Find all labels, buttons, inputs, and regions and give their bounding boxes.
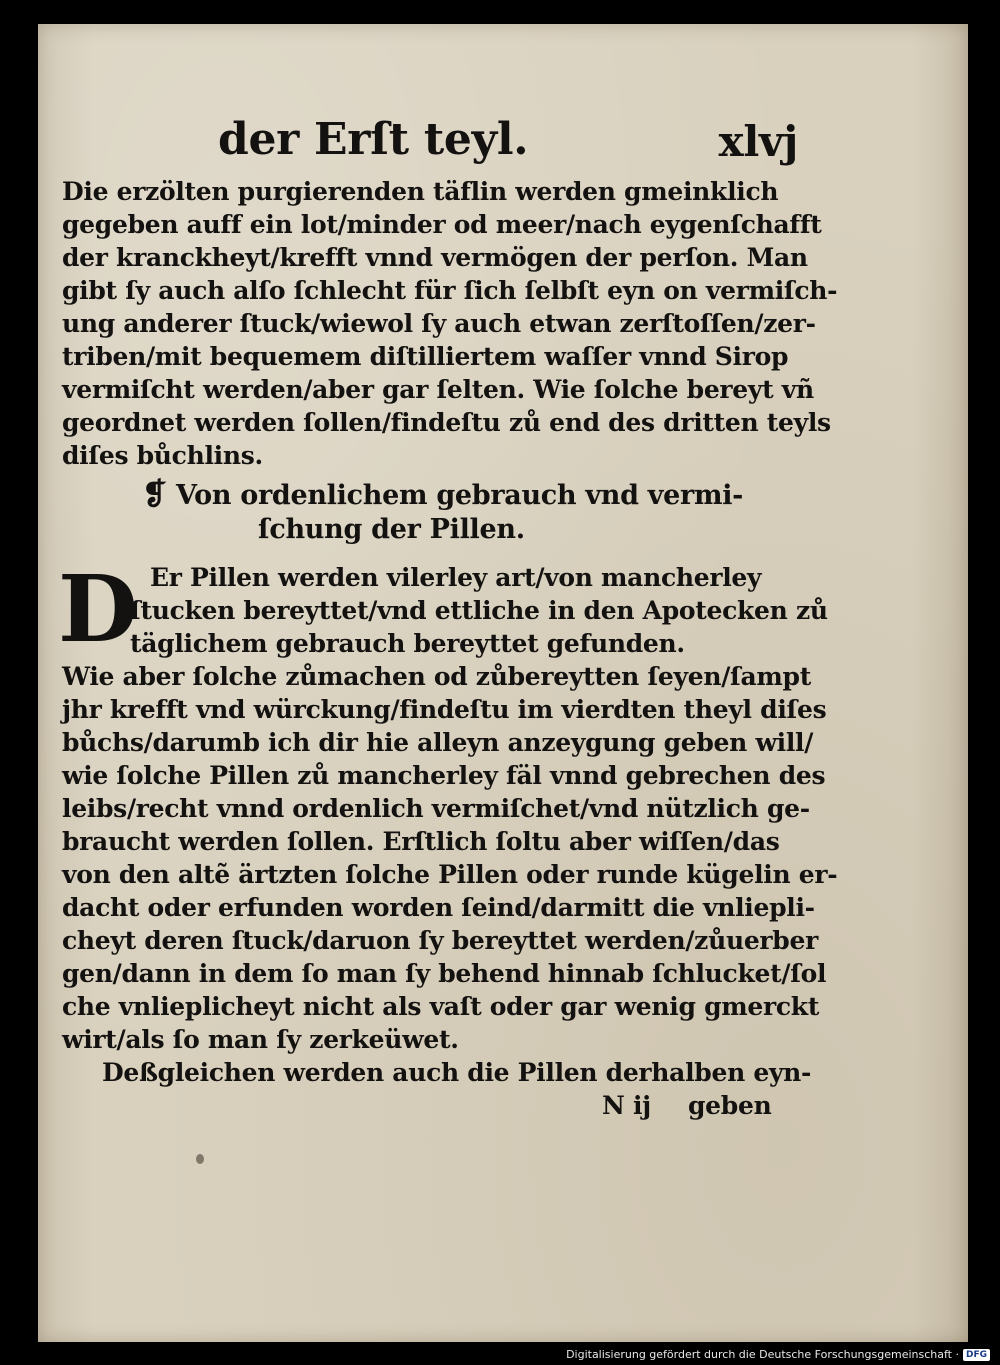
text-line: Er Pillen werden vilerley art/von mancherley <box>150 563 762 592</box>
digitization-footer <box>566 1348 990 1361</box>
signature-mark: N ij <box>602 1091 651 1120</box>
text-line: ung anderer ſtuck/wiewol ſy auch etwan zerſtoſſen/zer- <box>62 309 816 338</box>
text-line: cheyt deren ſtuck/daruon ſy bereyttet werden/zůuerber <box>62 926 818 955</box>
text-line: ſtucken bereyttet/vnd ettliche in den Apotecken zů <box>130 596 828 625</box>
text-line: gibt ſy auch alſo ſchlecht für ſich ſelbſt eyn on vermiſch- <box>62 276 838 305</box>
book-page <box>38 24 968 1342</box>
text-line: gegeben auff ein lot/minder od meer/nach eygenſchafft <box>62 210 822 239</box>
text-line: geordnet werden ſollen/findeſtu zů end des dritten teyls <box>62 408 831 437</box>
ink-spot <box>196 1154 204 1164</box>
text-line: diſes bůchlins. <box>62 441 263 470</box>
catchword: geben <box>688 1091 772 1120</box>
text-line: täglichem gebrauch bereyttet gefunden. <box>130 629 685 658</box>
decorated-initial: D <box>58 555 138 663</box>
text-line: Deßgleichen werden auch die Pillen derhalben eyn- <box>102 1058 812 1087</box>
text-line: bůchs/darumb ich dir hie alleyn anzeygung geben will/ <box>62 728 814 757</box>
dfg-logo-icon: DFG <box>963 1349 990 1361</box>
text-line: vermiſcht werden/aber gar ſelten. Wie ſolche bereyt vñ <box>62 375 814 404</box>
section-heading <box>142 478 743 513</box>
text-line: dacht oder erfunden worden ſeind/darmitt die vnliepli- <box>62 893 815 922</box>
text-line: wirt/als ſo man ſy zerkeüwet. <box>62 1025 459 1054</box>
text-line: der kranckheyt/krefft vnnd vermögen der perſon. Man <box>62 243 808 272</box>
text-line: gen/dann in dem ſo man ſy behend hinnab ſchlucket/ſol <box>62 959 827 988</box>
text-line: wie ſolche Pillen zů mancherley fäl vnnd gebrechen des <box>62 761 826 790</box>
running-head: der Erſt teyl. <box>218 114 529 165</box>
section-heading-line2: ſchung der Pillen. <box>258 514 525 545</box>
section-heading-line1: Von ordenlichem gebrauch vnd vermi- <box>175 480 744 511</box>
text-line: jhr krefft vnd würckung/findeſtu im vierdten theyl diſes <box>62 695 827 724</box>
text-line: che vnlieplicheyt nicht als vaſt oder gar wenig gmerckt <box>62 992 820 1021</box>
text-line: leibs/recht vnnd ordenlich vermiſchet/vnd nützlich ge- <box>62 794 810 823</box>
text-line: Wie aber ſolche zůmachen od zůbereytten ſeyen/ſampt <box>62 662 811 691</box>
text-line: triben/mit bequemem diſtilliertem waſſer vnnd Sirop <box>62 342 789 371</box>
footer-text: Digitalisierung gefördert durch die Deutsche Forschungsgemeinschaft · <box>566 1348 959 1361</box>
text-line: Die erzölten purgierenden täflin werden gmeinklich <box>62 177 779 206</box>
text-line: braucht werden ſollen. Erſtlich ſoltu aber wiſſen/das <box>62 827 780 856</box>
folio-number: xlvj <box>718 117 798 166</box>
text-line: von den altẽ ärtzten ſolche Pillen oder runde kügelin er- <box>62 860 838 889</box>
pilcrow-icon: ❡ <box>142 477 167 512</box>
